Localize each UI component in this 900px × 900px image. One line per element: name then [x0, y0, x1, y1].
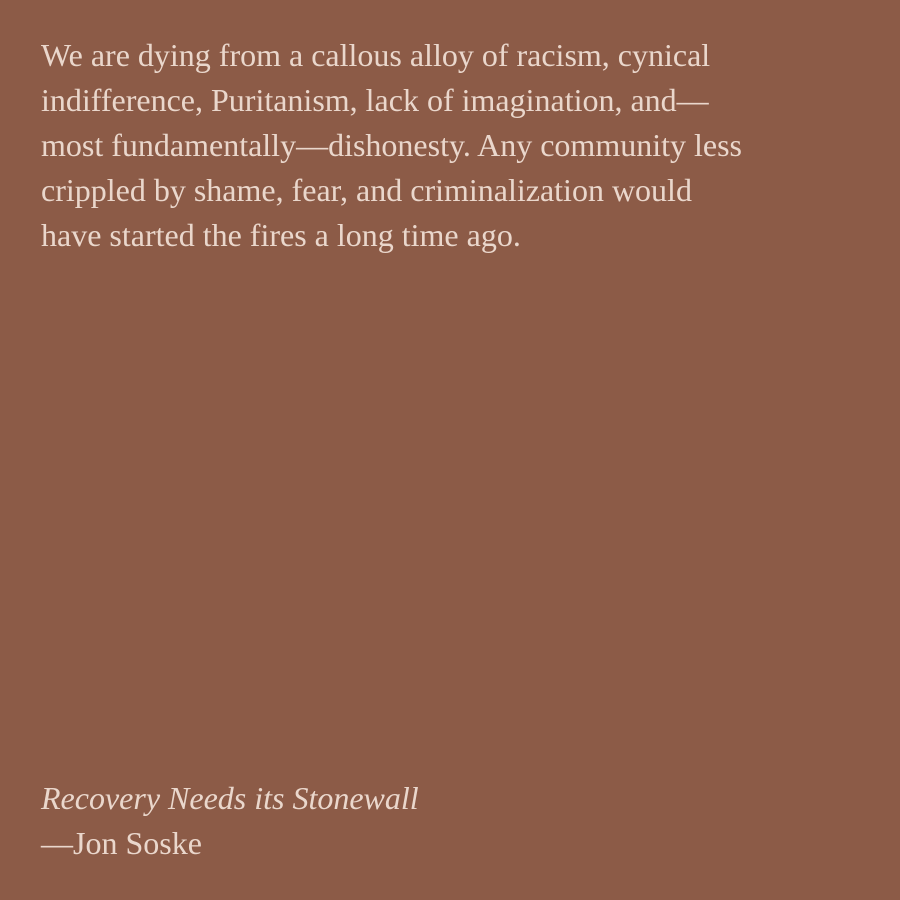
- attribution: [41, 776, 861, 866]
- author-name: —Jon Soske: [41, 825, 202, 861]
- quote-text: We are dying from a callous alloy of racism, cynical indifference, Puritanism, lack of imagination, and— most fundamentally—dishonesty. Any community less crippled by shame, fear, and criminalization would have started the fires a long time ago.: [41, 37, 742, 253]
- source-title: Recovery Needs its Stonewall: [41, 780, 419, 816]
